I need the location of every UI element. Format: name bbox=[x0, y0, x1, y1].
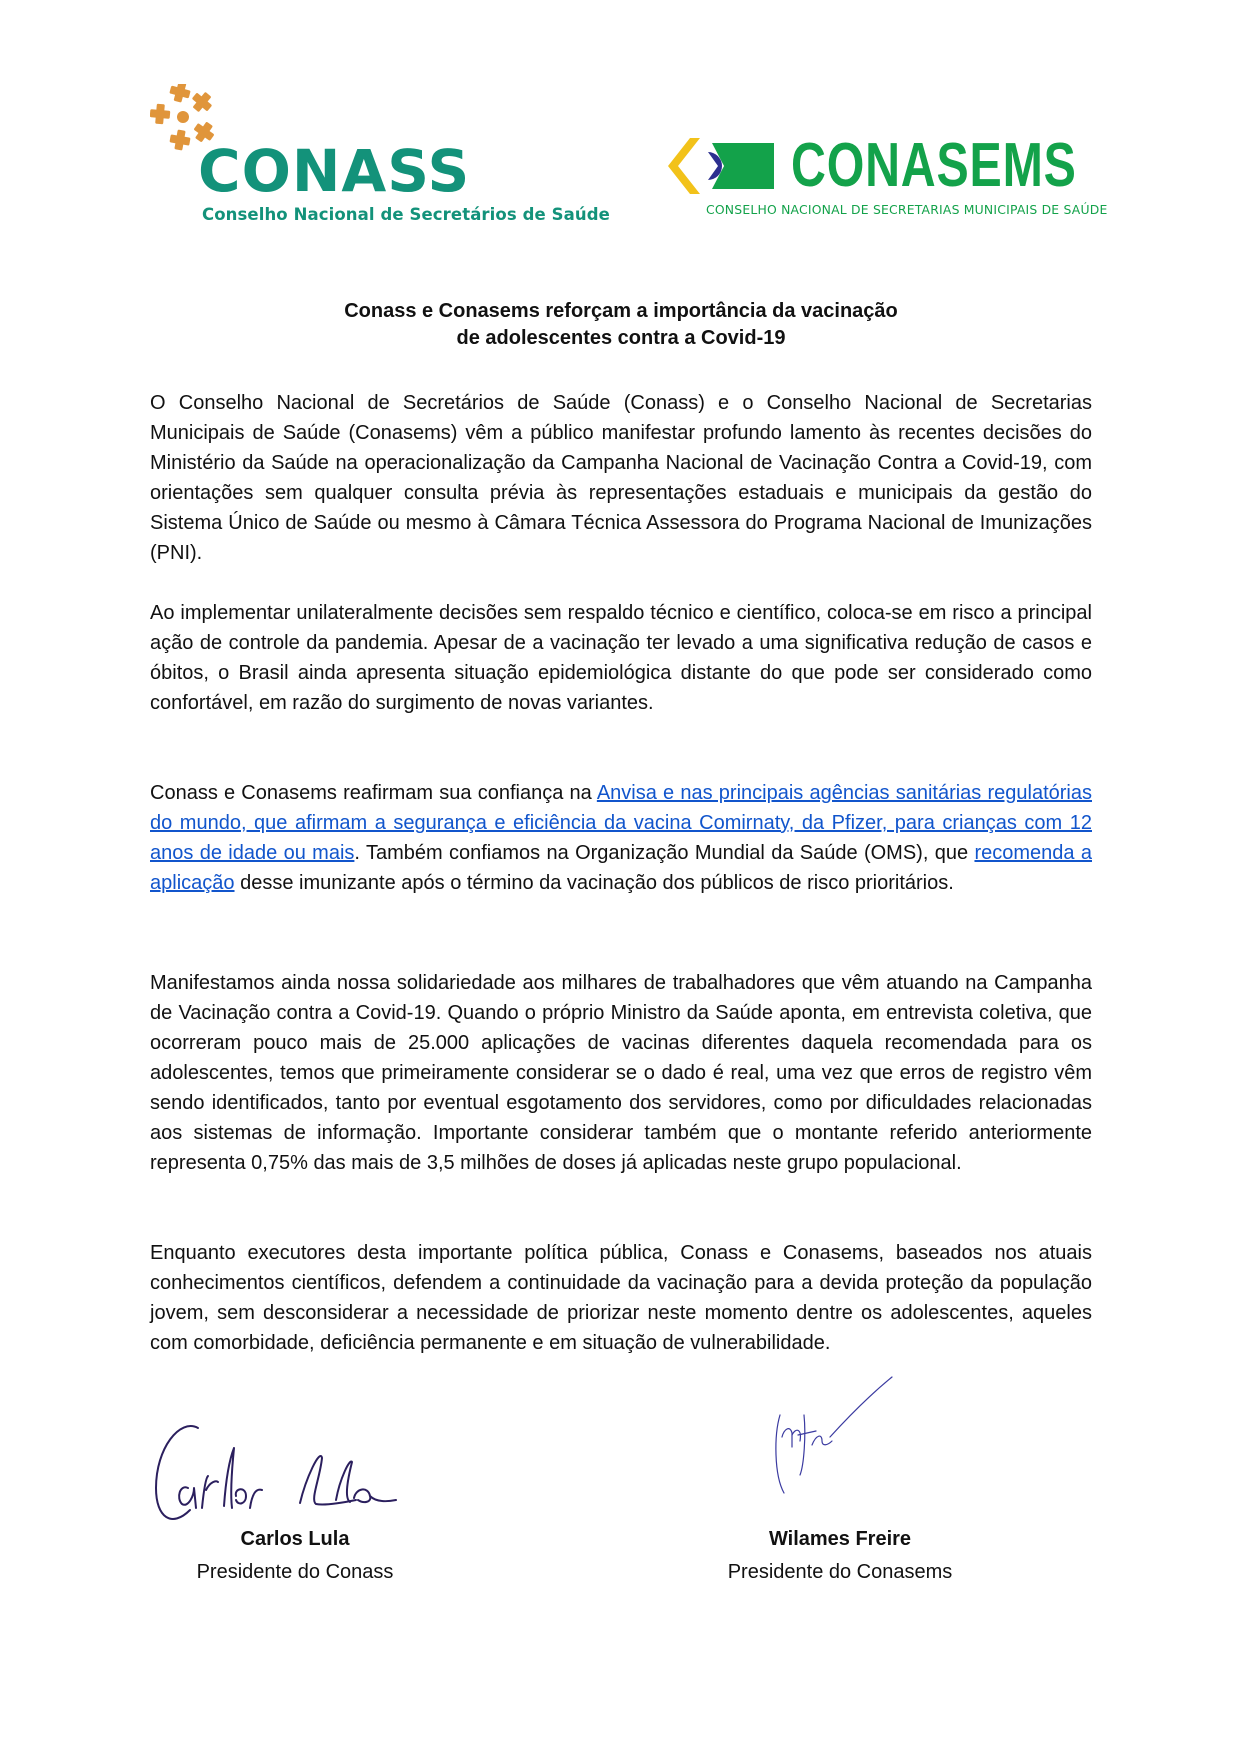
conasems-logo-subtitle: CONSELHO NACIONAL DE SECRETARIAS MUNICIPAIS DE SAÚDE bbox=[706, 202, 1108, 217]
anvisa-agencies-link[interactable]: Anvisa e nas principais agências sanitárias regulatórias do mundo, que afirmam a segurança e eficiência da vacina Comirnaty, da Pfizer, para crianças com 12 anos de idade ou mais bbox=[150, 782, 1092, 864]
title-line-2: de adolescentes contra a Covid-19 bbox=[456, 327, 786, 349]
conass-logo-subtitle: Conselho Nacional de Secretários de Saúde bbox=[202, 205, 610, 224]
signer-left bbox=[140, 1523, 450, 1589]
signer-right-role: Presidente do Conasems bbox=[727, 1561, 953, 1583]
paragraph-4: Manifestamos ainda nossa solidariedade aos milhares de trabalhadores que vêm atuando na Campanha de Vacinação contra a Covid-19. Quando o próprio Ministro da Saúde aponta, em entrevista coletiva, que ocorreram pouco mais de 25.000 aplicações de vacinas diferentes daquela recomendada para os adolescentes, temos que primeiramente considerar se o dado é real, uma vez que erros de registro vêm sendo identificados, tanto por eventual esgotamento dos servidores, como por dificuldades relacionadas aos sistemas de informação. Importante considerar também que o montante referido anteriormente representa 0,75% das mais de 3,5 milhões de doses já aplicadas neste grupo populacional. bbox=[150, 972, 1092, 1174]
wilames-freire-signature bbox=[770, 1375, 900, 1505]
paragraph-3-text-1: Conass e Conasems reafirmam sua confiança na bbox=[150, 782, 597, 804]
signer-right-name: Wilames Freire bbox=[768, 1528, 912, 1550]
conass-logo-name: CONASS bbox=[198, 137, 471, 205]
paragraph-3 bbox=[150, 778, 1092, 898]
signer-left-name: Carlos Lula bbox=[240, 1528, 350, 1550]
paragraph-1: O Conselho Nacional de Secretários de Saúde (Conass) e o Conselho Nacional de Secretarias Municipais de Saúde (Conasems) vêm a público manifestar profundo lamento às recentes decisões do Ministério da Saúde na operacionalização da Campanha Nacional de Vacinação Contra a Covid-19, com orientações sem qualquer consulta prévia às representações estaduais e municipais da gestão do Sistema Único de Saúde ou mesmo à Câmara Técnica Assessora do Programa Nacional de Imunizações (PNI). bbox=[150, 392, 1092, 564]
paragraph-2: Ao implementar unilateralmente decisões sem respaldo técnico e científico, coloca-se em risco a principal ação de controle da pandemia. Apesar de a vacinação ter levado a uma significativa redução de casos e óbitos, o Brasil ainda apresenta situação epidemiológica distante do que pode ser considerado como confortável, em razão do surgimento de novas variantes. bbox=[150, 602, 1092, 714]
conasems-flag-icon bbox=[668, 138, 778, 194]
title-line-1: Conass e Conasems reforçam a importância da vacinação bbox=[344, 300, 898, 322]
signer-right bbox=[660, 1523, 1020, 1589]
carlos-lula-signature bbox=[150, 1418, 450, 1528]
paragraph-3-text-2: . Também confiamos na Organização Mundial da Saúde (OMS), que bbox=[354, 842, 975, 864]
signer-left-role: Presidente do Conass bbox=[196, 1561, 394, 1583]
document-title bbox=[150, 298, 1092, 352]
oms-recommendation-link[interactable]: recomenda a aplicação bbox=[150, 842, 1092, 894]
conass-logo bbox=[150, 84, 610, 224]
conasems-logo-name: CONASEMS bbox=[791, 131, 1077, 200]
conasems-logo bbox=[668, 131, 1108, 228]
paragraph-5: Enquanto executores desta importante política pública, Conass e Conasems, baseados nos atuais conhecimentos científicos, defendem a continuidade da vacinação para a devida proteção da população jovem, sem desconsiderar a necessidade de priorizar neste momento dentre os adolescentes, aqueles com comorbidade, deficiência permanente e em situação de vulnerabilidade. bbox=[150, 1242, 1092, 1354]
paragraph-3-text-3: desse imunizante após o término da vacinação dos públicos de risco prioritários. bbox=[234, 872, 954, 894]
